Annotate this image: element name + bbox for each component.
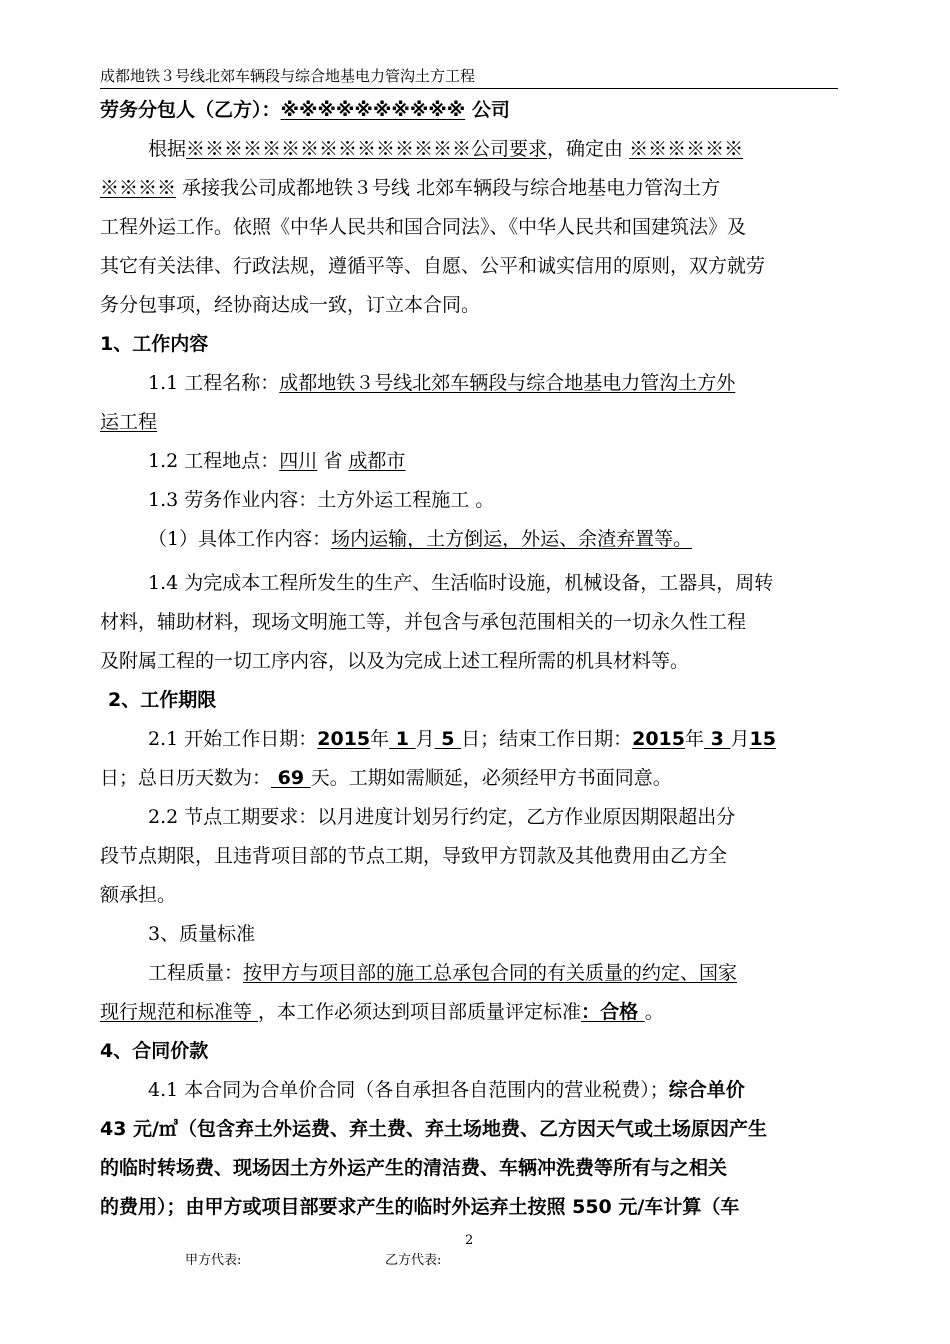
work-content-line: 1.3 劳务作业内容：土方外运工程施工 。 (148, 489, 495, 511)
specific-work-line (148, 526, 692, 552)
dates-line (148, 726, 776, 752)
label: 1.1 工程名称： (148, 372, 280, 394)
project-location-line (148, 448, 405, 474)
text: ，本工作必须达到项目部质量评定标准 (258, 1001, 582, 1023)
quality-standard-cont: 现行规范和标准等 (100, 1001, 259, 1023)
start-year: 2015 (317, 728, 371, 750)
price-line-3: 的临时转场费、现场因土方外运产生的清洁费、车辆冲洗费等所有与之相关 (100, 1157, 728, 1179)
page-number: 2 (465, 1233, 474, 1248)
quality-line-2 (100, 999, 664, 1025)
subcontractor-label: 劳务分包人（乙方）： (100, 99, 281, 121)
project-name-line (148, 370, 735, 396)
subcontractor-line (100, 97, 510, 123)
text: 天。工期如需顺延，必须经甲方书面同意。 (310, 767, 672, 789)
para-2-2-a: 2.2 节点工期要求：以月进度计划另行约定，乙方作业原因期限超出分 (148, 806, 736, 828)
text: 4.1 本合同为合单价合同（各自承担各自范围内的营业税费）； (148, 1079, 669, 1101)
text: 月 (415, 728, 435, 750)
project-name: 成都地铁３号线北郊车辆段与综合地基电力管沟土方外 (279, 372, 736, 394)
para-intro-1 (148, 136, 743, 162)
unit-price-label: 综合单价 (668, 1079, 745, 1101)
para-intro-2 (100, 175, 720, 201)
masked-party: ※※※※※※ (629, 138, 744, 160)
para-1-4-c: 及附属工程的一切工序内容，以及为完成上述工程所需的机具材料等。 (100, 650, 690, 672)
section-3-heading: 3、质量标准 (148, 923, 256, 945)
text: 月 (730, 728, 750, 750)
start-day: 5 (434, 728, 462, 750)
text: 省 (317, 450, 349, 472)
masked-party-cont: ※※※※ (100, 177, 177, 199)
para-intro-5: 务分包事项，经协商达成一致，订立本合同。 (100, 294, 481, 316)
para-intro-3: 工程外运工作。依照《中华人民共和国合同法》、《中华人民共和国建筑法》及 (100, 216, 747, 238)
para-2-2-c: 额承担。 (100, 884, 177, 906)
masked-company: ※※※※※※※※※※※※※※※公司要求 (186, 138, 548, 160)
text: 日；结束工作日期： (461, 728, 633, 750)
quality-standard: 按甲方与项目部的施工总承包合同的有关质量的约定、国家 (243, 962, 738, 984)
city: 成都市 (348, 450, 406, 472)
label: 日；总日历天数为： (100, 767, 272, 789)
end-year: 2015 (632, 728, 685, 750)
quality-line-1 (148, 960, 737, 986)
company-suffix: 公司 (465, 99, 510, 121)
party-b-representative: 乙方代表: (385, 1253, 442, 1268)
section-1-heading: 1、工作内容 (100, 333, 209, 355)
text: 承接我公司成都地铁３号线 北郊车辆段与综合地基电力管沟土方 (176, 177, 721, 199)
text: 年 (370, 728, 390, 750)
price-line-1 (148, 1077, 745, 1103)
end-day: 15 (749, 728, 776, 750)
duration-line (100, 765, 672, 791)
start-month: 1 (389, 728, 416, 750)
province: 四川 (279, 450, 318, 472)
total-days: 69 (271, 767, 311, 789)
label: 2.1 开始工作日期： (148, 728, 318, 750)
quality-grade: ：合格 (581, 1001, 645, 1023)
section-2-heading: 2、工作期限 (108, 689, 217, 711)
para-2-2-b: 段节点期限，且违背项目部的节点工期，导致甲方罚款及其他费用由乙方全 (100, 845, 728, 867)
party-a-representative: 甲方代表: (185, 1253, 242, 1268)
price-line-2: 43 元/㎥（包含弃土外运费、弃土费、弃土场地费、乙方因天气或土场原因产生 (100, 1118, 767, 1140)
text: 年 (685, 728, 705, 750)
text: 根据 (148, 138, 187, 160)
label: 1.2 工程地点： (148, 450, 280, 472)
project-name-cont: 运工程 (100, 411, 158, 433)
specific-work: 场内运输，土方倒运，外运、余渣弃置等。 (331, 528, 693, 550)
text: ，确定由 (547, 138, 630, 160)
subcontractor-name: ※※※※※※※※※※ (280, 99, 466, 121)
price-line-4: 的费用）；由甲方或项目部要求产生的临时外运弃土按照 550 元/车计算（车 (100, 1196, 740, 1218)
section-4-heading: 4、合同价款 (100, 1040, 209, 1062)
label: （1）具体工作内容： (148, 528, 332, 550)
text: 。 (644, 1001, 664, 1023)
end-month: 3 (704, 728, 731, 750)
para-1-4-b: 材料，辅助材料，现场文明施工等，并包含与承包范围相关的一切永久性工程 (100, 611, 747, 633)
para-intro-4: 其它有关法律、行政法规，遵循平等、自愿、公平和诚实信用的原则，双方就劳 (100, 255, 766, 277)
label: 工程质量： (148, 962, 244, 984)
running-header: 成都地铁３号线北郊车辆段与综合地基电力管沟土方工程 (100, 66, 838, 89)
para-1-4-a: 1.4 为完成本工程所发生的生产、生活临时设施，机械设备，工器具，周转 (148, 572, 774, 594)
